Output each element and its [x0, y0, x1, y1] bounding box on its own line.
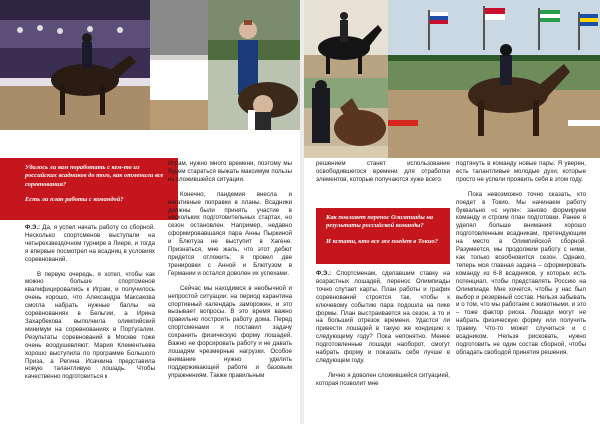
page-gutter — [300, 0, 304, 424]
paragraph-col3-top: решением станет использование освободившегося времени для отработки элементов, которые получаются хуже всего. — [316, 160, 450, 183]
paragraph-col2-3: Сейчас мы находимся в необычной и непростой ситуации: на период карантина спортивный календарь заморожен, и это вызывает вопросы. В это время важно правильно построить работу дома. Перед спортсменами я поставил задачу сохранить физическую форму лошадей. Важно не форсировать работу и не давать лошадям чрезмерные нагрузки. Особое внимание нужно уделить поддерживающей работе и базовым упражнениям. Также правильным — [168, 284, 292, 379]
question-box-left — [0, 158, 178, 220]
question-3: Как повлияет перенос Олимпиады на результаты российской команды? — [326, 214, 434, 230]
question-box-right — [316, 208, 450, 264]
photo-trainer-with-rider — [208, 0, 300, 130]
photo-arena-rider-left — [0, 0, 150, 130]
paragraph-col2-1: Играм, нужно много времени, поэтому мы будем стараться выжать максимум пользы из сложившейся ситуации. — [168, 160, 292, 183]
speaker-initials-2: Ф.Э.: — [316, 270, 332, 277]
speaker-initials-1: Ф.Э.: — [25, 224, 41, 231]
text-column-1 — [25, 224, 155, 388]
text-column-4 — [456, 160, 586, 364]
photo-show-jumping-flags — [388, 0, 600, 158]
text-column-3-top — [316, 160, 450, 191]
photo-rider-black-horse — [300, 0, 388, 78]
paragraph-col3-1: Спортсменам, сделавшим ставку на возрастных лошадей, перенос Олимпиады точно спутает карты. План работы и график соревнований строятся так, чтобы к ключевому событию пара подошла на пике формы. План выстраивается на сезон, а то и на больший отрезок времени. Удастся ли привести лошадей в такую же кондицию к следующему году? Пока непонятно. Менее подготовленные лошади наоборот, смогут набрать форму и показать себя лучше в следующем году. — [316, 270, 450, 364]
paragraph-col4-2: Пока невозможно точно сказать, кто поедет в Токио. Мы начинаем работу буквально «с нуля»: заново формируем команду и строим план подготовки. Ранее я уделял больше внимания хорошо подготовленным всадникам, претендующим на место в Олимпийской сборной. Разумеется, мы продолжим работу с ними, как только возобновится сезон. Однако, теперь моя главная задача – сформировать команду из 6-8 всадников, у которых есть потенциал, чтобы представлять Россию на Олимпиаде. Мне хочется, чтобы у нас был выбор и резервный состав. Нельзя забывать и о том, что мы работаем с животными, и это – тоже фактор риска. Лошади могут не набрать физическую форму или получить травму. Что-то может случиться и с всадником. Нельзя рисковать, нужно подготовить не один состав сборной, чтобы обладать свободой принятия решения. — [456, 190, 586, 356]
paragraph-col2-2: Конечно, пандемия внесла и негативные поправки в планы. Всадники должны были принять участие в нескольких подготовительных стартах, но сезон остановлен. Например, недавно сформировавшаяся пара Анны Пыркиной и Блютуза не выступит в Хагене. Признаться, мне жаль, что этот дебют придется отложить: я провел две тренировки с Анной и Блютузом в Германии и остался доволен их успехами. — [168, 190, 292, 277]
paragraph-col4-1: подтянуть в команду новые пары. Я уверен, есть талантливые молодые духи, которые просто не успели проявить себя в этом году. — [456, 160, 586, 183]
text-column-2 — [168, 160, 292, 387]
paragraph-col1-2: В первую очередь, я хотел, чтобы как можно больше спортсменов квалифицировались к Играм, и получилось очень хорошо, что Александра Максакова смогла набрать нужные баллы на соревнованиях в Бельгии, а Ирина Захарбекова выполнила олимпийский минимум на соревнованиях в Португалии. Результаты соревнований в Москве тоже очень воодушевляют: Мария Клементьева хорошо выступила по программе Большого Приза, а Регина Исачкина представила новую талантливую лошадь. Чтобы качественно подготовиться к — [25, 270, 155, 381]
text-column-3 — [316, 270, 450, 395]
photo-rider-portrait — [300, 78, 388, 158]
paragraph-col1-1: Да, я успел начать работу со сборной. Несколько спортсменов выступали на четырехзвездочном турнире в Лиере, и тогда я впервые посмотрел на всадниц в условиях соревнований. — [25, 224, 155, 263]
question-2: Есть ли план работы с командой? — [25, 195, 124, 203]
question-4: И кстати, кто все же поедет в Токио? — [326, 237, 438, 245]
paragraph-col3-2: Лично я доволен сложившейся ситуацией, которая позволит мне — [316, 371, 450, 387]
question-1: Удалось ли вам поработать с кем-то из российских всадников до того, как отменили все соревнования? — [25, 164, 164, 188]
